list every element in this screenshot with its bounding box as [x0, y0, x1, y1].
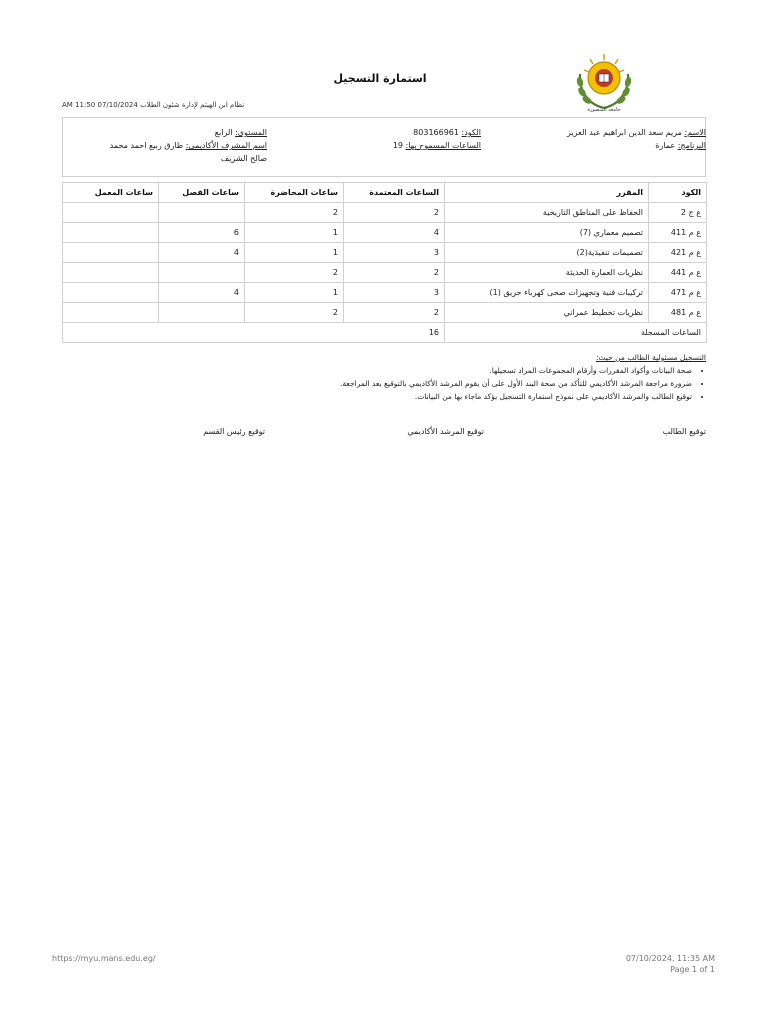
allowed-hours — [393, 140, 481, 151]
table-header-row — [63, 183, 707, 203]
total-label: الساعات المسجلة — [445, 323, 707, 343]
cell-lab — [63, 223, 159, 243]
cell-course: تصميم معماري (7) — [445, 223, 649, 243]
cell-credit: 2 — [344, 203, 445, 223]
cell-credit: 3 — [344, 243, 445, 263]
cell-section: 6 — [159, 223, 245, 243]
cell-course: نظريات تخطيط عمراني — [445, 303, 649, 323]
head-signature-label: توقيع رئيس القسم — [203, 427, 265, 436]
allowed-hours-label: الساعات المسموح بها: — [405, 141, 481, 150]
print-stamp: نظام ابن الهيثم لإدارة شئون الطلاب 07/10/2024 11:50 AM — [62, 101, 245, 109]
program-value: عمارة — [655, 141, 676, 150]
academic-advisor — [87, 140, 267, 164]
cell-section — [159, 203, 245, 223]
level-label: المستوى: — [235, 128, 267, 137]
student-code — [413, 127, 481, 138]
code-label: الكود: — [461, 128, 481, 137]
cell-lecture: 2 — [245, 263, 344, 283]
student-program — [655, 140, 706, 151]
cell-lecture: 1 — [245, 243, 344, 263]
header-lab-hours: ساعات المعمل — [63, 183, 159, 203]
cell-course: تركيبات فنية وتجهيزات صحى كهرباء حريق (1) — [445, 283, 649, 303]
cell-code: ع م 481 — [649, 303, 707, 323]
cell-section: 4 — [159, 243, 245, 263]
logo-text: جامعة المنصورة — [587, 107, 621, 113]
code-value: 803166961 — [413, 128, 459, 137]
table-row — [63, 223, 707, 243]
cell-lab — [63, 243, 159, 263]
cell-code: ع م 441 — [649, 263, 707, 283]
cell-course: الحفاظ على المناطق التاريخية — [445, 203, 649, 223]
program-label: البرنامج: — [677, 141, 706, 150]
cell-code: ع م 421 — [649, 243, 707, 263]
advisor-value-line2: صالح الشريف — [220, 154, 267, 163]
header-credit-hours: الساعات المعتمدة — [344, 183, 445, 203]
header-section-hours: ساعات الفصل — [159, 183, 245, 203]
cell-credit: 2 — [344, 263, 445, 283]
table-row — [63, 203, 707, 223]
header-course: المقرر — [445, 183, 649, 203]
footer-datetime: 07/10/2024, 11:35 AM — [625, 954, 715, 963]
student-level — [215, 127, 267, 138]
cell-code: ع م 471 — [649, 283, 707, 303]
cell-lecture: 1 — [245, 283, 344, 303]
table-row — [63, 263, 707, 283]
cell-lecture: 2 — [245, 203, 344, 223]
cell-credit: 2 — [344, 303, 445, 323]
cell-lab — [63, 283, 159, 303]
cell-code: ع م 411 — [649, 223, 707, 243]
page-title: استمارة التسجيل — [333, 72, 427, 85]
footer-page-number: Page 1 of 1 — [670, 965, 715, 974]
total-row — [63, 323, 707, 343]
cell-credit: 4 — [344, 223, 445, 243]
cell-lab — [63, 263, 159, 283]
note-item: • صحة البيانات وأكواد المقررات وأرقام المجموعات المراد تسجيلها. — [200, 364, 692, 377]
advisor-signature-label: توقيع المرشد الأكاديمي — [407, 427, 484, 436]
table-row — [63, 283, 707, 303]
registration-notes — [200, 351, 706, 403]
table-row — [63, 243, 707, 263]
cell-lecture: 1 — [245, 223, 344, 243]
footer-url: https://myu.mans.edu.eg/ — [52, 954, 156, 963]
university-logo-icon — [575, 48, 633, 114]
cell-credit: 3 — [344, 283, 445, 303]
advisor-label: اسم المشرف الأكاديمى: — [185, 141, 267, 150]
student-name — [567, 127, 706, 138]
advisor-value-line1: طارق ربيع احمد محمد — [109, 141, 184, 150]
allowed-hours-value: 19 — [392, 141, 403, 150]
table-row — [63, 303, 707, 323]
cell-section: 4 — [159, 283, 245, 303]
courses-table — [62, 182, 707, 343]
cell-lecture: 2 — [245, 303, 344, 323]
notes-title: التسجيل مسئولية الطالب من حيث: — [595, 353, 706, 362]
cell-section — [159, 303, 245, 323]
cell-lab — [63, 203, 159, 223]
cell-section — [159, 263, 245, 283]
level-value: الرابع — [214, 128, 233, 137]
cell-lab — [63, 303, 159, 323]
header-lecture-hours: ساعات المحاضرة — [245, 183, 344, 203]
note-item: • توقيع الطالب والمرشد الأكاديمي على نموذج استمارة التسجيل يؤكد ماجاء بها من البيانات. — [200, 390, 692, 403]
student-signature-label: توقيع الطالب — [662, 427, 706, 436]
note-item: • ضرورة مراجعة المرشد الأكاديمي للتأكد من صحة البند الأول على أن يقوم المرشد الأكاديمي بالتوقيع بعد المراجعة. — [200, 377, 692, 390]
name-label: الاسم: — [684, 128, 706, 137]
cell-course: نظريات العمارة الحديثة — [445, 263, 649, 283]
name-value: مريم سعد الدين ابراهيم عبد العزيز — [567, 128, 682, 137]
cell-course: تصميمات تنفيذية(2) — [445, 243, 649, 263]
cell-code: ع ج 2 — [649, 203, 707, 223]
notes-list — [200, 364, 706, 403]
total-value: 16 — [63, 323, 445, 343]
header-code: الكود — [649, 183, 707, 203]
